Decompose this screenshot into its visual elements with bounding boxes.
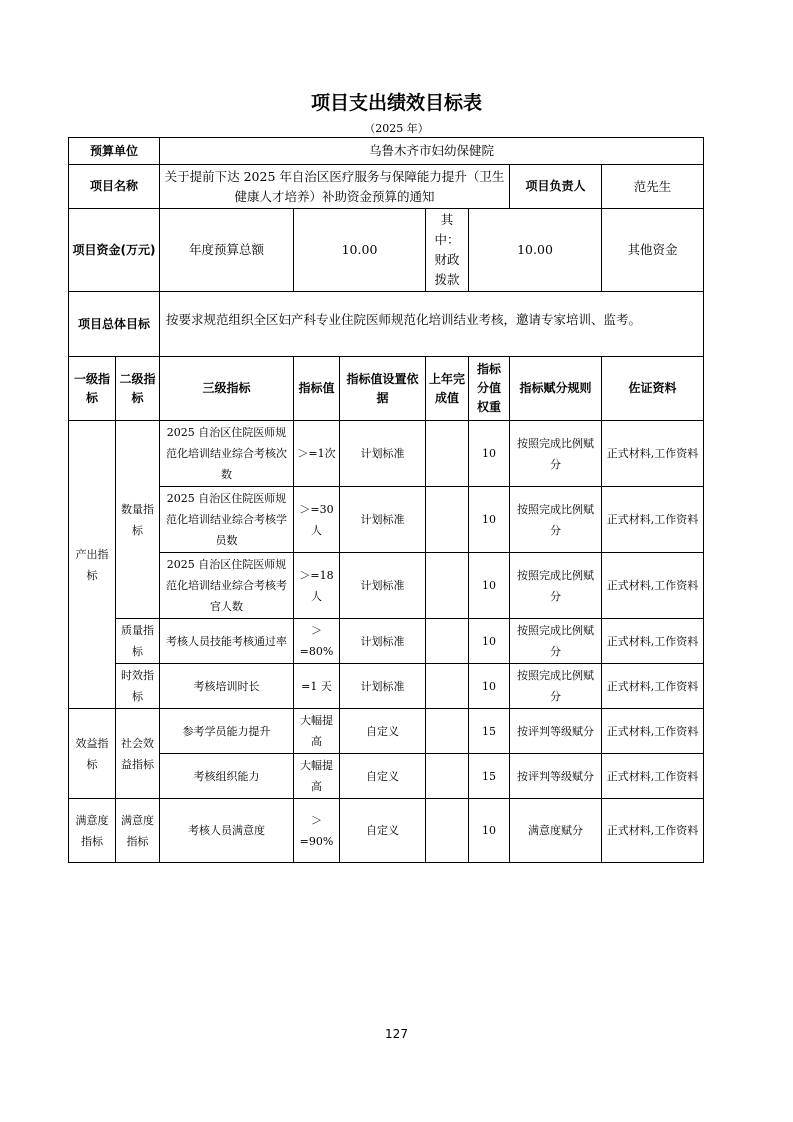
header-l3: 三级指标 bbox=[160, 357, 294, 421]
indicator-weight: 10 bbox=[469, 799, 510, 863]
indicator-rule: 按照完成比例赋分 bbox=[510, 487, 602, 553]
indicator-evidence: 正式材料,工作资料 bbox=[602, 709, 704, 754]
indicator-evidence: 正式材料,工作资料 bbox=[602, 664, 704, 709]
annual-total-label: 年度预算总额 bbox=[160, 209, 294, 292]
funds-label: 项目资金(万元) bbox=[69, 209, 160, 292]
indicator-name: 2025 自治区住院医师规范化培训结业综合考核考官人数 bbox=[160, 553, 294, 619]
indicator-rule: 按照完成比例赋分 bbox=[510, 664, 602, 709]
indicator-name: 2025 自治区住院医师规范化培训结业综合考核次数 bbox=[160, 421, 294, 487]
page-title: 项目支出绩效目标表 bbox=[310, 92, 482, 114]
budget-unit-label: 预算单位 bbox=[69, 138, 160, 165]
project-name-value: 关于提前下达 2025 年自治区医疗服务与保障能力提升（卫生健康人才培养）补助资金预算的通知 bbox=[160, 165, 510, 209]
indicator-evidence: 正式材料,工作资料 bbox=[602, 799, 704, 863]
indicator-name: 考核培训时长 bbox=[160, 664, 294, 709]
header-row bbox=[69, 357, 704, 421]
indicator-weight: 15 bbox=[469, 754, 510, 799]
group-satisfaction-sub: 满意度指标 bbox=[116, 799, 160, 863]
indicator-last bbox=[426, 709, 469, 754]
group-benefit: 效益指标 bbox=[69, 709, 116, 799]
project-name-row bbox=[69, 165, 704, 209]
indicator-weight: 15 bbox=[469, 709, 510, 754]
indicator-value: 大幅提高 bbox=[294, 709, 340, 754]
indicator-rule: 按照完成比例赋分 bbox=[510, 619, 602, 664]
indicator-evidence: 正式材料,工作资料 bbox=[602, 421, 704, 487]
table-row bbox=[69, 754, 704, 799]
indicator-rule: 按照完成比例赋分 bbox=[510, 421, 602, 487]
indicator-last bbox=[426, 421, 469, 487]
overall-goal-row bbox=[69, 292, 704, 357]
page-number: 127 bbox=[385, 1027, 408, 1041]
indicator-basis: 计划标准 bbox=[340, 553, 426, 619]
table-row bbox=[69, 799, 704, 863]
annual-total-value: 10.00 bbox=[294, 209, 426, 292]
indicator-basis: 计划标准 bbox=[340, 664, 426, 709]
indicator-value: ＞=1次 bbox=[294, 421, 340, 487]
indicator-weight: 10 bbox=[469, 619, 510, 664]
indicator-value: ＞=90% bbox=[294, 799, 340, 863]
table-row bbox=[69, 421, 704, 487]
indicator-last bbox=[426, 487, 469, 553]
indicator-basis: 自定义 bbox=[340, 709, 426, 754]
indicator-name: 考核人员技能考核通过率 bbox=[160, 619, 294, 664]
indicator-rule: 按照完成比例赋分 bbox=[510, 553, 602, 619]
indicator-value: ＞=30人 bbox=[294, 487, 340, 553]
performance-table bbox=[68, 137, 704, 863]
indicator-last bbox=[426, 619, 469, 664]
header-value: 指标值 bbox=[294, 357, 340, 421]
indicator-basis: 计划标准 bbox=[340, 487, 426, 553]
indicator-name: 考核人员满意度 bbox=[160, 799, 294, 863]
group-timeliness: 时效指标 bbox=[116, 664, 160, 709]
budget-unit-value: 乌鲁木齐市妇幼保健院 bbox=[160, 138, 704, 165]
table-row bbox=[69, 664, 704, 709]
funds-row bbox=[69, 209, 704, 292]
group-quality: 质量指标 bbox=[116, 619, 160, 664]
header-l1: 一级指标 bbox=[69, 357, 116, 421]
group-output: 产出指标 bbox=[69, 421, 116, 709]
other-funds-label: 其他资金 bbox=[602, 209, 704, 292]
indicator-evidence: 正式材料,工作资料 bbox=[602, 754, 704, 799]
group-social: 社会效益指标 bbox=[116, 709, 160, 799]
year-label: （2025 年） bbox=[364, 122, 429, 135]
project-name-label: 项目名称 bbox=[69, 165, 160, 209]
indicator-rule: 满意度赋分 bbox=[510, 799, 602, 863]
table-row bbox=[69, 553, 704, 619]
group-quantity: 数量指标 bbox=[116, 421, 160, 619]
indicator-value: ＞=18人 bbox=[294, 553, 340, 619]
indicator-value: =1 天 bbox=[294, 664, 340, 709]
table-row bbox=[69, 619, 704, 664]
indicator-rule: 按评判等级赋分 bbox=[510, 754, 602, 799]
indicator-last bbox=[426, 754, 469, 799]
fiscal-alloc-label: 其中：财政拨款 bbox=[426, 209, 469, 292]
group-satisfaction: 满意度指标 bbox=[69, 799, 116, 863]
indicator-weight: 10 bbox=[469, 487, 510, 553]
table-row bbox=[69, 709, 704, 754]
header-rule: 指标赋分规则 bbox=[510, 357, 602, 421]
indicator-weight: 10 bbox=[469, 421, 510, 487]
overall-goal-value: 按要求规范组织全区妇产科专业住院医师规范化培训结业考核，邀请专家培训、监考。 bbox=[160, 292, 704, 357]
indicator-basis: 自定义 bbox=[340, 799, 426, 863]
indicator-value: ＞=80% bbox=[294, 619, 340, 664]
project-leader-label: 项目负责人 bbox=[510, 165, 602, 209]
indicator-rule: 按评判等级赋分 bbox=[510, 709, 602, 754]
indicator-basis: 计划标准 bbox=[340, 619, 426, 664]
indicator-weight: 10 bbox=[469, 664, 510, 709]
fiscal-alloc-value: 10.00 bbox=[469, 209, 602, 292]
indicator-last bbox=[426, 799, 469, 863]
header-l2: 二级指标 bbox=[116, 357, 160, 421]
table-row bbox=[69, 487, 704, 553]
indicator-evidence: 正式材料,工作资料 bbox=[602, 487, 704, 553]
project-leader-value: 范先生 bbox=[602, 165, 704, 209]
header-last-year: 上年完成值 bbox=[426, 357, 469, 421]
indicator-weight: 10 bbox=[469, 553, 510, 619]
indicator-evidence: 正式材料,工作资料 bbox=[602, 553, 704, 619]
overall-goal-label: 项目总体目标 bbox=[69, 292, 160, 357]
indicator-last bbox=[426, 553, 469, 619]
indicator-name: 参考学员能力提升 bbox=[160, 709, 294, 754]
indicator-basis: 自定义 bbox=[340, 754, 426, 799]
indicator-name: 2025 自治区住院医师规范化培训结业综合考核学员数 bbox=[160, 487, 294, 553]
header-basis: 指标值设置依据 bbox=[340, 357, 426, 421]
indicator-evidence: 正式材料,工作资料 bbox=[602, 619, 704, 664]
indicator-last bbox=[426, 664, 469, 709]
header-weight: 指标分值权重 bbox=[469, 357, 510, 421]
budget-unit-row bbox=[69, 138, 704, 165]
header-evidence: 佐证资料 bbox=[602, 357, 704, 421]
indicator-basis: 计划标准 bbox=[340, 421, 426, 487]
indicator-value: 大幅提高 bbox=[294, 754, 340, 799]
indicator-name: 考核组织能力 bbox=[160, 754, 294, 799]
